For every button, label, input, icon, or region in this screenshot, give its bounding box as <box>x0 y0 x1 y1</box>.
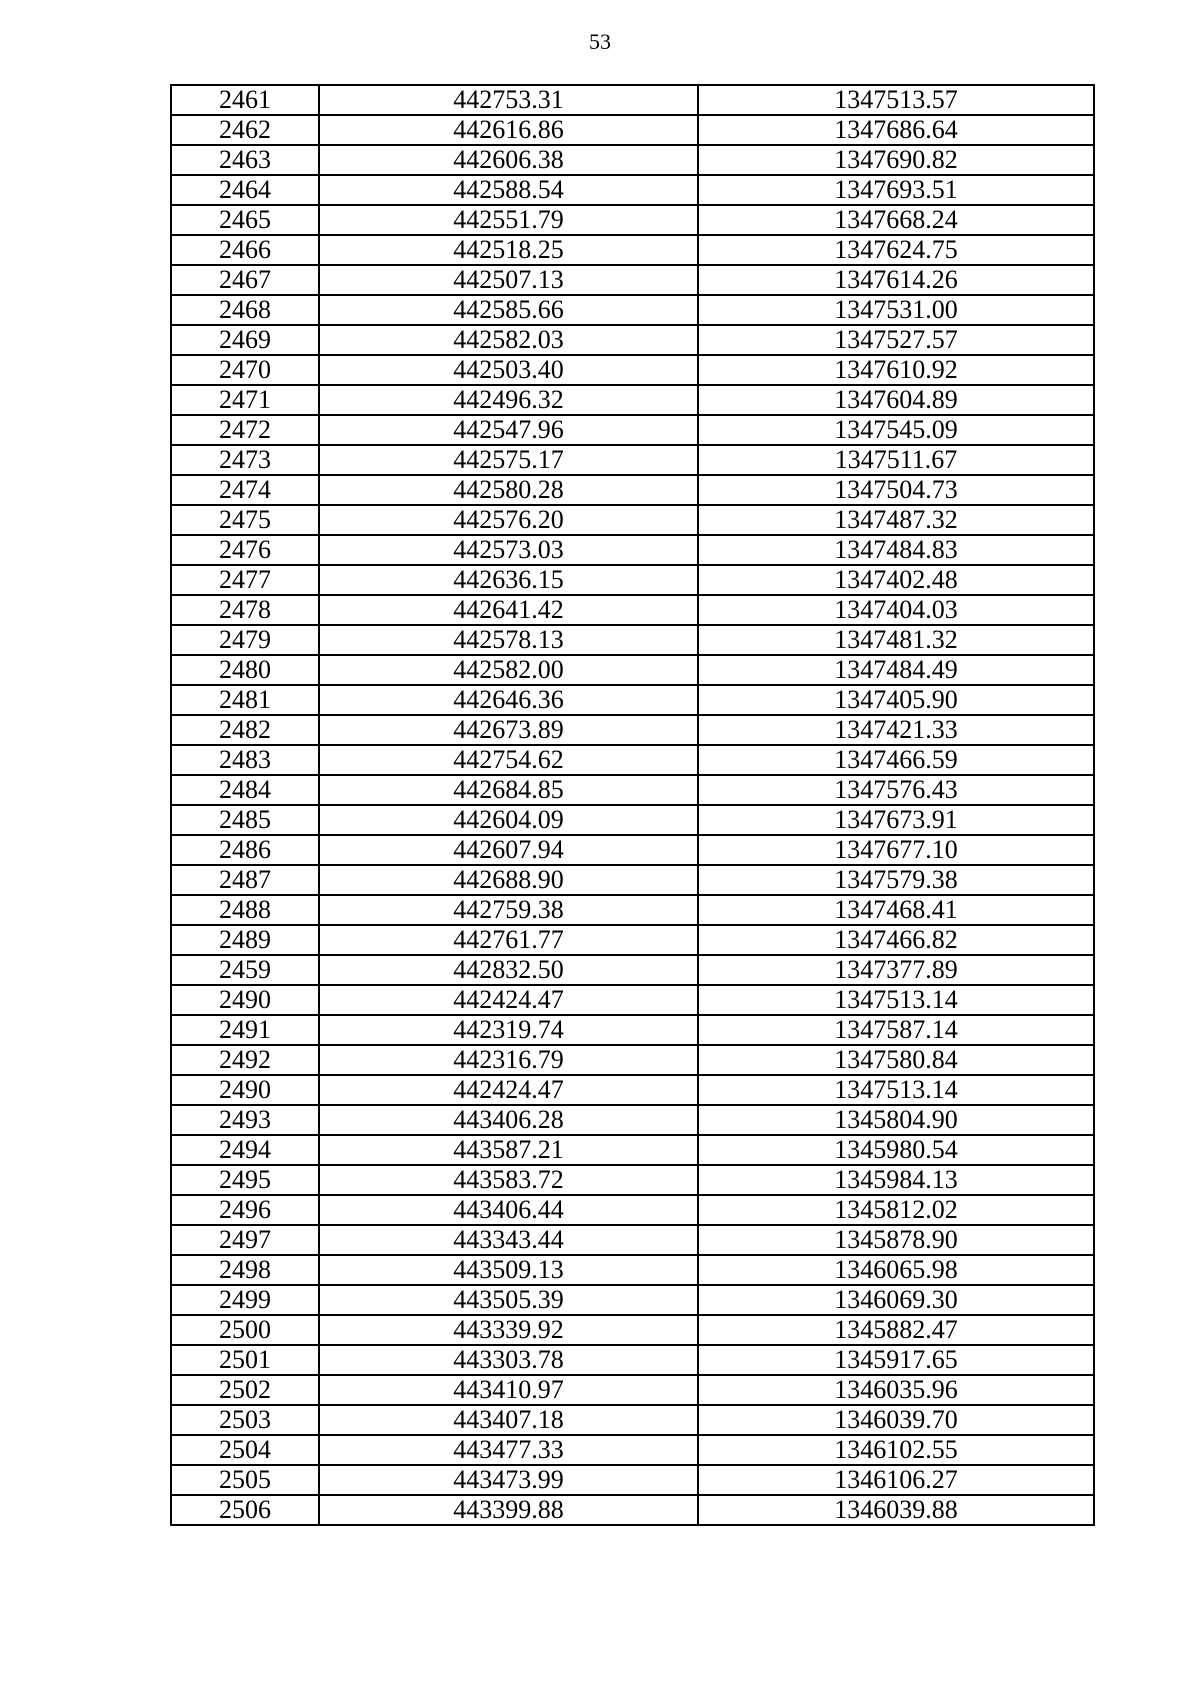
table-row <box>171 925 1094 955</box>
y-coordinate-cell: 1347513.14 <box>698 985 1094 1015</box>
point-number-cell: 2464 <box>171 175 319 205</box>
table-row <box>171 1345 1094 1375</box>
table-row <box>171 1135 1094 1165</box>
x-coordinate-cell: 442496.32 <box>319 385 698 415</box>
y-coordinate-cell: 1347468.41 <box>698 895 1094 925</box>
point-number-cell: 2500 <box>171 1315 319 1345</box>
point-number-cell: 2475 <box>171 505 319 535</box>
x-coordinate-cell: 442607.94 <box>319 835 698 865</box>
table-row <box>171 1225 1094 1255</box>
table-row <box>171 505 1094 535</box>
x-coordinate-cell: 442507.13 <box>319 265 698 295</box>
x-coordinate-cell: 443505.39 <box>319 1285 698 1315</box>
table-row <box>171 325 1094 355</box>
point-number-cell: 2463 <box>171 145 319 175</box>
point-number-cell: 2497 <box>171 1225 319 1255</box>
table-row <box>171 1075 1094 1105</box>
y-coordinate-cell: 1346039.88 <box>698 1495 1094 1525</box>
table-row <box>171 865 1094 895</box>
y-coordinate-cell: 1346065.98 <box>698 1255 1094 1285</box>
x-coordinate-cell: 443407.18 <box>319 1405 698 1435</box>
y-coordinate-cell: 1347576.43 <box>698 775 1094 805</box>
x-coordinate-cell: 442761.77 <box>319 925 698 955</box>
point-number-cell: 2481 <box>171 685 319 715</box>
table-row <box>171 1195 1094 1225</box>
table-row <box>171 835 1094 865</box>
table-row <box>171 1165 1094 1195</box>
x-coordinate-cell: 443399.88 <box>319 1495 698 1525</box>
table-row <box>171 475 1094 505</box>
table-row <box>171 985 1094 1015</box>
y-coordinate-cell: 1347686.64 <box>698 115 1094 145</box>
point-number-cell: 2499 <box>171 1285 319 1315</box>
point-number-cell: 2496 <box>171 1195 319 1225</box>
point-number-cell: 2503 <box>171 1405 319 1435</box>
x-coordinate-cell: 442518.25 <box>319 235 698 265</box>
y-coordinate-cell: 1345917.65 <box>698 1345 1094 1375</box>
point-number-cell: 2489 <box>171 925 319 955</box>
x-coordinate-cell: 442319.74 <box>319 1015 698 1045</box>
y-coordinate-cell: 1345804.90 <box>698 1105 1094 1135</box>
point-number-cell: 2479 <box>171 625 319 655</box>
x-coordinate-cell: 443473.99 <box>319 1465 698 1495</box>
table-row <box>171 205 1094 235</box>
y-coordinate-cell: 1345980.54 <box>698 1135 1094 1165</box>
table-row <box>171 295 1094 325</box>
point-number-cell: 2471 <box>171 385 319 415</box>
x-coordinate-cell: 442646.36 <box>319 685 698 715</box>
y-coordinate-cell: 1347677.10 <box>698 835 1094 865</box>
point-number-cell: 2494 <box>171 1135 319 1165</box>
y-coordinate-cell: 1346102.55 <box>698 1435 1094 1465</box>
x-coordinate-cell: 442604.09 <box>319 805 698 835</box>
point-number-cell: 2470 <box>171 355 319 385</box>
table-row <box>171 1015 1094 1045</box>
table-row <box>171 265 1094 295</box>
point-number-cell: 2485 <box>171 805 319 835</box>
y-coordinate-cell: 1347484.49 <box>698 655 1094 685</box>
y-coordinate-cell: 1347484.83 <box>698 535 1094 565</box>
table-row <box>171 1105 1094 1135</box>
table-row <box>171 415 1094 445</box>
table-row <box>171 1375 1094 1405</box>
y-coordinate-cell: 1347673.91 <box>698 805 1094 835</box>
point-number-cell: 2468 <box>171 295 319 325</box>
y-coordinate-cell: 1345878.90 <box>698 1225 1094 1255</box>
y-coordinate-cell: 1347624.75 <box>698 235 1094 265</box>
table-row <box>171 1255 1094 1285</box>
coordinates-table-body <box>171 85 1094 1525</box>
x-coordinate-cell: 442576.20 <box>319 505 698 535</box>
x-coordinate-cell: 442573.03 <box>319 535 698 565</box>
x-coordinate-cell: 443587.21 <box>319 1135 698 1165</box>
x-coordinate-cell: 443343.44 <box>319 1225 698 1255</box>
y-coordinate-cell: 1347511.67 <box>698 445 1094 475</box>
table-row <box>171 1315 1094 1345</box>
y-coordinate-cell: 1347513.14 <box>698 1075 1094 1105</box>
point-number-cell: 2491 <box>171 1015 319 1045</box>
x-coordinate-cell: 442585.66 <box>319 295 698 325</box>
y-coordinate-cell: 1345812.02 <box>698 1195 1094 1225</box>
point-number-cell: 2466 <box>171 235 319 265</box>
table-row <box>171 385 1094 415</box>
x-coordinate-cell: 442547.96 <box>319 415 698 445</box>
point-number-cell: 2492 <box>171 1045 319 1075</box>
x-coordinate-cell: 442551.79 <box>319 205 698 235</box>
y-coordinate-cell: 1347377.89 <box>698 955 1094 985</box>
point-number-cell: 2502 <box>171 1375 319 1405</box>
table-row <box>171 1285 1094 1315</box>
x-coordinate-cell: 442424.47 <box>319 1075 698 1105</box>
x-coordinate-cell: 443583.72 <box>319 1165 698 1195</box>
y-coordinate-cell: 1346035.96 <box>698 1375 1094 1405</box>
point-number-cell: 2480 <box>171 655 319 685</box>
point-number-cell: 2477 <box>171 565 319 595</box>
y-coordinate-cell: 1347527.57 <box>698 325 1094 355</box>
point-number-cell: 2473 <box>171 445 319 475</box>
table-row <box>171 145 1094 175</box>
page-number: 53 <box>589 29 611 54</box>
table-row <box>171 1405 1094 1435</box>
y-coordinate-cell: 1346106.27 <box>698 1465 1094 1495</box>
x-coordinate-cell: 442578.13 <box>319 625 698 655</box>
x-coordinate-cell: 442588.54 <box>319 175 698 205</box>
point-number-cell: 2490 <box>171 985 319 1015</box>
y-coordinate-cell: 1347580.84 <box>698 1045 1094 1075</box>
table-row <box>171 115 1094 145</box>
point-number-cell: 2482 <box>171 715 319 745</box>
table-row <box>171 775 1094 805</box>
y-coordinate-cell: 1347466.59 <box>698 745 1094 775</box>
table-row <box>171 175 1094 205</box>
y-coordinate-cell: 1347402.48 <box>698 565 1094 595</box>
x-coordinate-cell: 443509.13 <box>319 1255 698 1285</box>
x-coordinate-cell: 443406.44 <box>319 1195 698 1225</box>
x-coordinate-cell: 443339.92 <box>319 1315 698 1345</box>
x-coordinate-cell: 443406.28 <box>319 1105 698 1135</box>
x-coordinate-cell: 442754.62 <box>319 745 698 775</box>
y-coordinate-cell: 1347405.90 <box>698 685 1094 715</box>
y-coordinate-cell: 1347604.89 <box>698 385 1094 415</box>
y-coordinate-cell: 1347610.92 <box>698 355 1094 385</box>
y-coordinate-cell: 1347421.33 <box>698 715 1094 745</box>
table-row <box>171 715 1094 745</box>
point-number-cell: 2478 <box>171 595 319 625</box>
y-coordinate-cell: 1347404.03 <box>698 595 1094 625</box>
x-coordinate-cell: 442582.03 <box>319 325 698 355</box>
point-number-cell: 2462 <box>171 115 319 145</box>
x-coordinate-cell: 442616.86 <box>319 115 698 145</box>
x-coordinate-cell: 442503.40 <box>319 355 698 385</box>
point-number-cell: 2461 <box>171 85 319 115</box>
y-coordinate-cell: 1347693.51 <box>698 175 1094 205</box>
point-number-cell: 2487 <box>171 865 319 895</box>
table-row <box>171 1465 1094 1495</box>
x-coordinate-cell: 442641.42 <box>319 595 698 625</box>
x-coordinate-cell: 443477.33 <box>319 1435 698 1465</box>
y-coordinate-cell: 1347487.32 <box>698 505 1094 535</box>
table-row <box>171 1435 1094 1465</box>
table-row <box>171 895 1094 925</box>
x-coordinate-cell: 442759.38 <box>319 895 698 925</box>
table-row <box>171 685 1094 715</box>
x-coordinate-cell: 442606.38 <box>319 145 698 175</box>
x-coordinate-cell: 442580.28 <box>319 475 698 505</box>
x-coordinate-cell: 442688.90 <box>319 865 698 895</box>
table-row <box>171 625 1094 655</box>
point-number-cell: 2506 <box>171 1495 319 1525</box>
x-coordinate-cell: 442636.15 <box>319 565 698 595</box>
x-coordinate-cell: 442673.89 <box>319 715 698 745</box>
point-number-cell: 2484 <box>171 775 319 805</box>
table-row <box>171 535 1094 565</box>
x-coordinate-cell: 442575.17 <box>319 445 698 475</box>
y-coordinate-cell: 1347531.00 <box>698 295 1094 325</box>
point-number-cell: 2483 <box>171 745 319 775</box>
point-number-cell: 2476 <box>171 535 319 565</box>
y-coordinate-cell: 1346039.70 <box>698 1405 1094 1435</box>
point-number-cell: 2488 <box>171 895 319 925</box>
point-number-cell: 2505 <box>171 1465 319 1495</box>
y-coordinate-cell: 1345882.47 <box>698 1315 1094 1345</box>
table-row <box>171 595 1094 625</box>
y-coordinate-cell: 1347579.38 <box>698 865 1094 895</box>
y-coordinate-cell: 1345984.13 <box>698 1165 1094 1195</box>
y-coordinate-cell: 1346069.30 <box>698 1285 1094 1315</box>
y-coordinate-cell: 1347587.14 <box>698 1015 1094 1045</box>
x-coordinate-cell: 443410.97 <box>319 1375 698 1405</box>
point-number-cell: 2486 <box>171 835 319 865</box>
y-coordinate-cell: 1347466.82 <box>698 925 1094 955</box>
point-number-cell: 2474 <box>171 475 319 505</box>
y-coordinate-cell: 1347513.57 <box>698 85 1094 115</box>
point-number-cell: 2472 <box>171 415 319 445</box>
table-row <box>171 355 1094 385</box>
table-row <box>171 955 1094 985</box>
table-row <box>171 85 1094 115</box>
point-number-cell: 2493 <box>171 1105 319 1135</box>
y-coordinate-cell: 1347668.24 <box>698 205 1094 235</box>
table-row <box>171 745 1094 775</box>
table-row <box>171 1045 1094 1075</box>
x-coordinate-cell: 443303.78 <box>319 1345 698 1375</box>
point-number-cell: 2469 <box>171 325 319 355</box>
point-number-cell: 2490 <box>171 1075 319 1105</box>
table-row <box>171 235 1094 265</box>
x-coordinate-cell: 442753.31 <box>319 85 698 115</box>
x-coordinate-cell: 442424.47 <box>319 985 698 1015</box>
point-number-cell: 2504 <box>171 1435 319 1465</box>
point-number-cell: 2465 <box>171 205 319 235</box>
table-row <box>171 1495 1094 1525</box>
table-row <box>171 445 1094 475</box>
table-row <box>171 655 1094 685</box>
y-coordinate-cell: 1347481.32 <box>698 625 1094 655</box>
point-number-cell: 2495 <box>171 1165 319 1195</box>
y-coordinate-cell: 1347614.26 <box>698 265 1094 295</box>
y-coordinate-cell: 1347504.73 <box>698 475 1094 505</box>
x-coordinate-cell: 442582.00 <box>319 655 698 685</box>
point-number-cell: 2501 <box>171 1345 319 1375</box>
x-coordinate-cell: 442316.79 <box>319 1045 698 1075</box>
point-number-cell: 2498 <box>171 1255 319 1285</box>
x-coordinate-cell: 442684.85 <box>319 775 698 805</box>
table-row <box>171 565 1094 595</box>
y-coordinate-cell: 1347690.82 <box>698 145 1094 175</box>
point-number-cell: 2467 <box>171 265 319 295</box>
table-row <box>171 805 1094 835</box>
y-coordinate-cell: 1347545.09 <box>698 415 1094 445</box>
x-coordinate-cell: 442832.50 <box>319 955 698 985</box>
coordinates-table <box>170 84 1095 1526</box>
point-number-cell: 2459 <box>171 955 319 985</box>
